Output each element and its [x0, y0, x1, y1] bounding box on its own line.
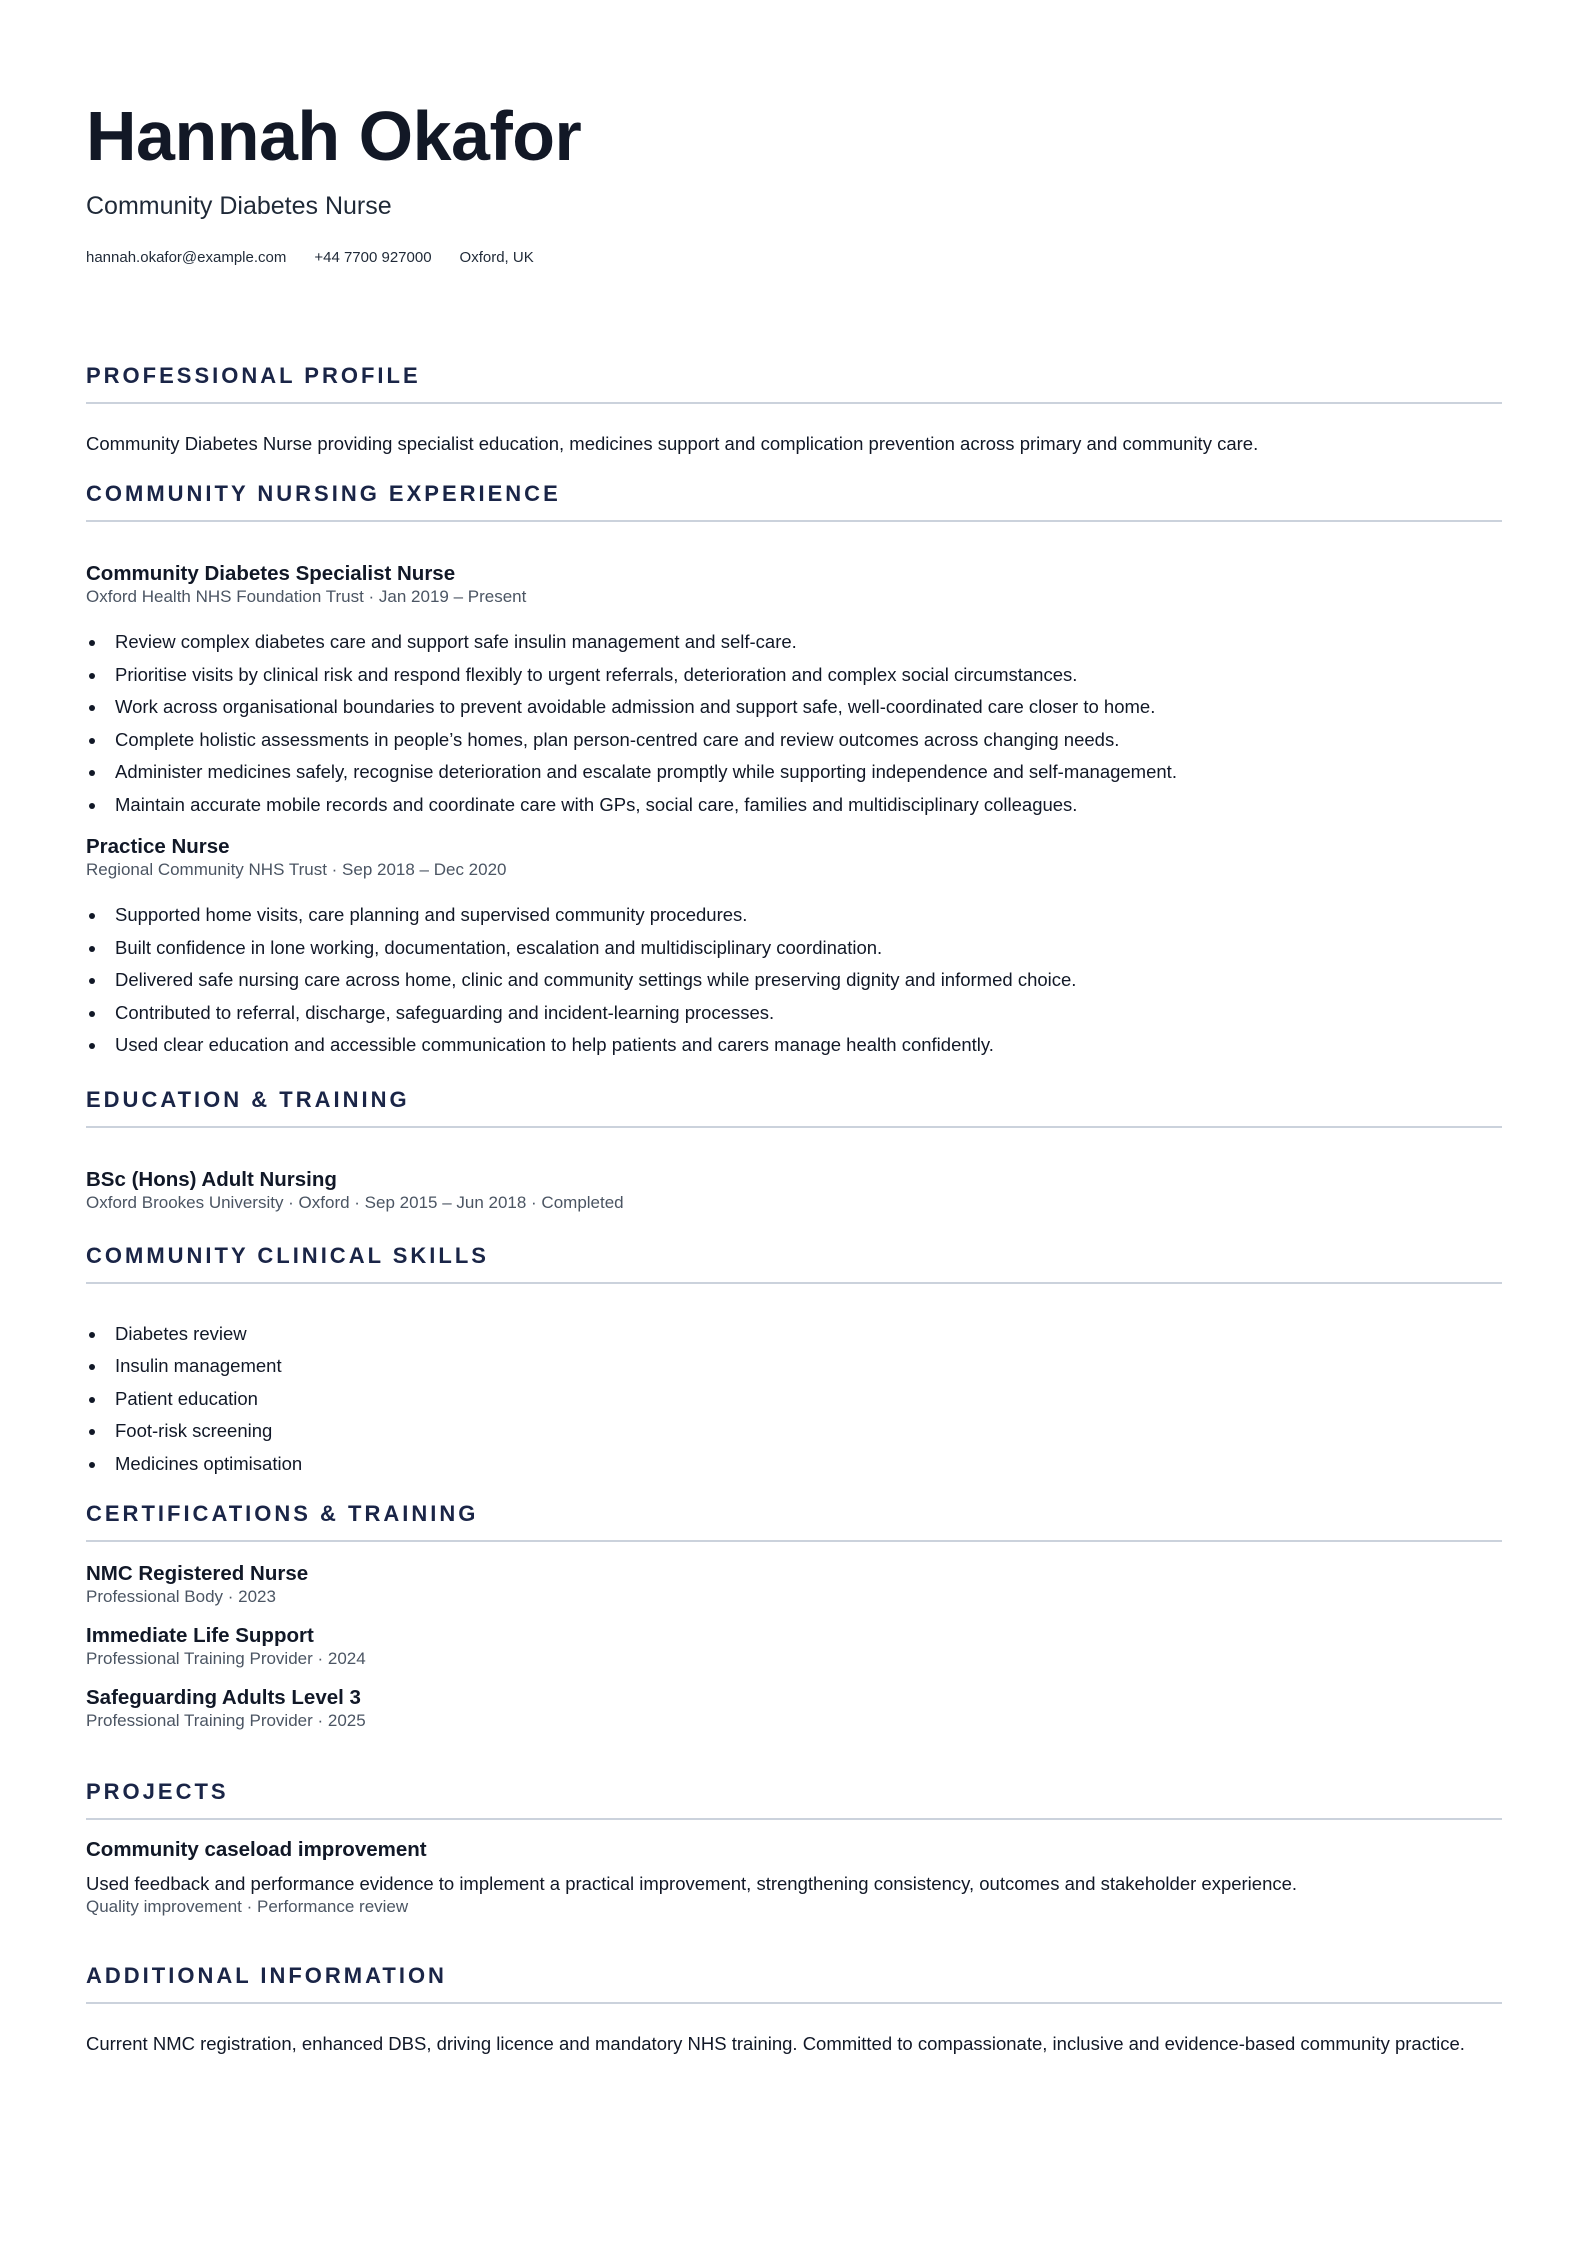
- certification-title: Safeguarding Adults Level 3: [86, 1686, 361, 1709]
- section-divider: [86, 1126, 1502, 1128]
- contact-phone[interactable]: +44 7700 927000: [314, 249, 432, 266]
- job-entry: [86, 562, 1502, 821]
- section-divider: [86, 2002, 1502, 2004]
- section-divider: [86, 1540, 1502, 1542]
- list-item: Medicines optimisation: [115, 1448, 1502, 1481]
- candidate-name: Hannah Okafor: [86, 97, 582, 175]
- contact-line: [86, 248, 1502, 268]
- job-title: Community Diabetes Specialist Nurse: [86, 562, 456, 585]
- job-entry: [86, 835, 1502, 1062]
- job-bullets: [86, 899, 1502, 1062]
- section-experience: [86, 480, 1502, 1062]
- section-divider: [86, 520, 1502, 522]
- section-additional: [86, 1962, 1502, 2056]
- section-title-projects: PROJECTS: [86, 1779, 229, 1804]
- certification-meta: Professional Training Provider · 2025: [86, 1711, 366, 1730]
- section-profile: [86, 362, 1502, 456]
- section-divider: [86, 1818, 1502, 1820]
- list-item: Diabetes review: [115, 1318, 1502, 1351]
- section-title-experience: COMMUNITY NURSING EXPERIENCE: [86, 481, 561, 506]
- education-meta: Oxford Brookes University · Oxford · Sep 2015 – Jun 2018 · Completed: [86, 1192, 624, 1212]
- list-item: Supported home visits, care planning and supervised community procedures.: [115, 899, 1502, 932]
- section-projects: [86, 1778, 1502, 1918]
- section-title-profile: PROFESSIONAL PROFILE: [86, 363, 421, 388]
- skills-list: [86, 1318, 1502, 1481]
- list-item: Complete holistic assessments in people’s homes, plan person-centred care and review outcomes across changing needs.: [115, 724, 1502, 757]
- list-item: Review complex diabetes care and support safe insulin management and self-care.: [115, 626, 1502, 659]
- section-title-education: EDUCATION & TRAINING: [86, 1086, 410, 1112]
- resume-header: [86, 0, 1502, 268]
- profile-text: Community Diabetes Nurse providing specialist education, medicines support and complication prevention across primary and community care.: [86, 433, 1259, 454]
- list-item: Delivered safe nursing care across home, clinic and community settings while preserving dignity and informed choice.: [115, 964, 1502, 997]
- list-item: Work across organisational boundaries to prevent avoidable admission and support safe, well-coordinated care closer to home.: [115, 691, 1502, 724]
- job-meta: Regional Community NHS Trust · Sep 2018 – Dec 2020: [86, 860, 507, 879]
- list-item: Used clear education and accessible communication to help patients and carers manage health confidently.: [115, 1029, 1502, 1062]
- section-divider: [86, 402, 1502, 404]
- candidate-role: Community Diabetes Nurse: [86, 192, 392, 220]
- list-item: Administer medicines safely, recognise deterioration and escalate promptly while supporting independence and self-management.: [115, 756, 1502, 789]
- certification-title: NMC Registered Nurse: [86, 1562, 309, 1585]
- project-meta: Quality improvement · Performance review: [86, 1897, 409, 1916]
- section-divider: [86, 1282, 1502, 1284]
- list-item: Maintain accurate mobile records and coordinate care with GPs, social care, families and multidisciplinary colleagues.: [115, 789, 1502, 822]
- job-title: Practice Nurse: [86, 835, 230, 858]
- additional-text: Current NMC registration, enhanced DBS, driving licence and mandatory NHS training. Committed to compassionate, inclusive and evidence-based community practice.: [86, 2033, 1465, 2054]
- section-certifications: [86, 1500, 1502, 1732]
- project-entry: [86, 1838, 1502, 1918]
- certification-entry: [86, 1562, 1502, 1608]
- list-item: Built confidence in lone working, documentation, escalation and multidisciplinary coordination.: [115, 932, 1502, 965]
- section-title-additional: ADDITIONAL INFORMATION: [86, 1963, 447, 1988]
- section-title-certifications: CERTIFICATIONS & TRAINING: [86, 1501, 479, 1526]
- certification-meta: Professional Body · 2023: [86, 1587, 276, 1606]
- list-item: Foot-risk screening: [115, 1415, 1502, 1448]
- list-item: Contributed to referral, discharge, safeguarding and incident-learning processes.: [115, 997, 1502, 1030]
- education-entry: [86, 1168, 1502, 1214]
- section-skills: [86, 1242, 1502, 1481]
- education-title: BSc (Hons) Adult Nursing: [86, 1167, 337, 1191]
- certification-entry: [86, 1624, 1502, 1670]
- job-bullets: [86, 626, 1502, 821]
- certification-meta: Professional Training Provider · 2024: [86, 1649, 366, 1668]
- section-title-skills: COMMUNITY CLINICAL SKILLS: [86, 1242, 489, 1268]
- project-description: Used feedback and performance evidence to implement a practical improvement, strengthening consistency, outcomes and stakeholder experience.: [86, 1873, 1298, 1894]
- list-item: Insulin management: [115, 1350, 1502, 1383]
- section-education: [86, 1086, 1502, 1214]
- contact-location: Oxford, UK: [459, 249, 534, 266]
- list-item: Prioritise visits by clinical risk and respond flexibly to urgent referrals, deterioration and complex social circumstances.: [115, 659, 1502, 692]
- contact-email[interactable]: hannah.okafor@example.com: [86, 249, 287, 266]
- project-title: Community caseload improvement: [86, 1838, 427, 1861]
- job-meta: Oxford Health NHS Foundation Trust · Jan 2019 – Present: [86, 587, 527, 606]
- certification-entry: [86, 1686, 1502, 1732]
- list-item: Patient education: [115, 1383, 1502, 1416]
- certification-title: Immediate Life Support: [86, 1624, 314, 1647]
